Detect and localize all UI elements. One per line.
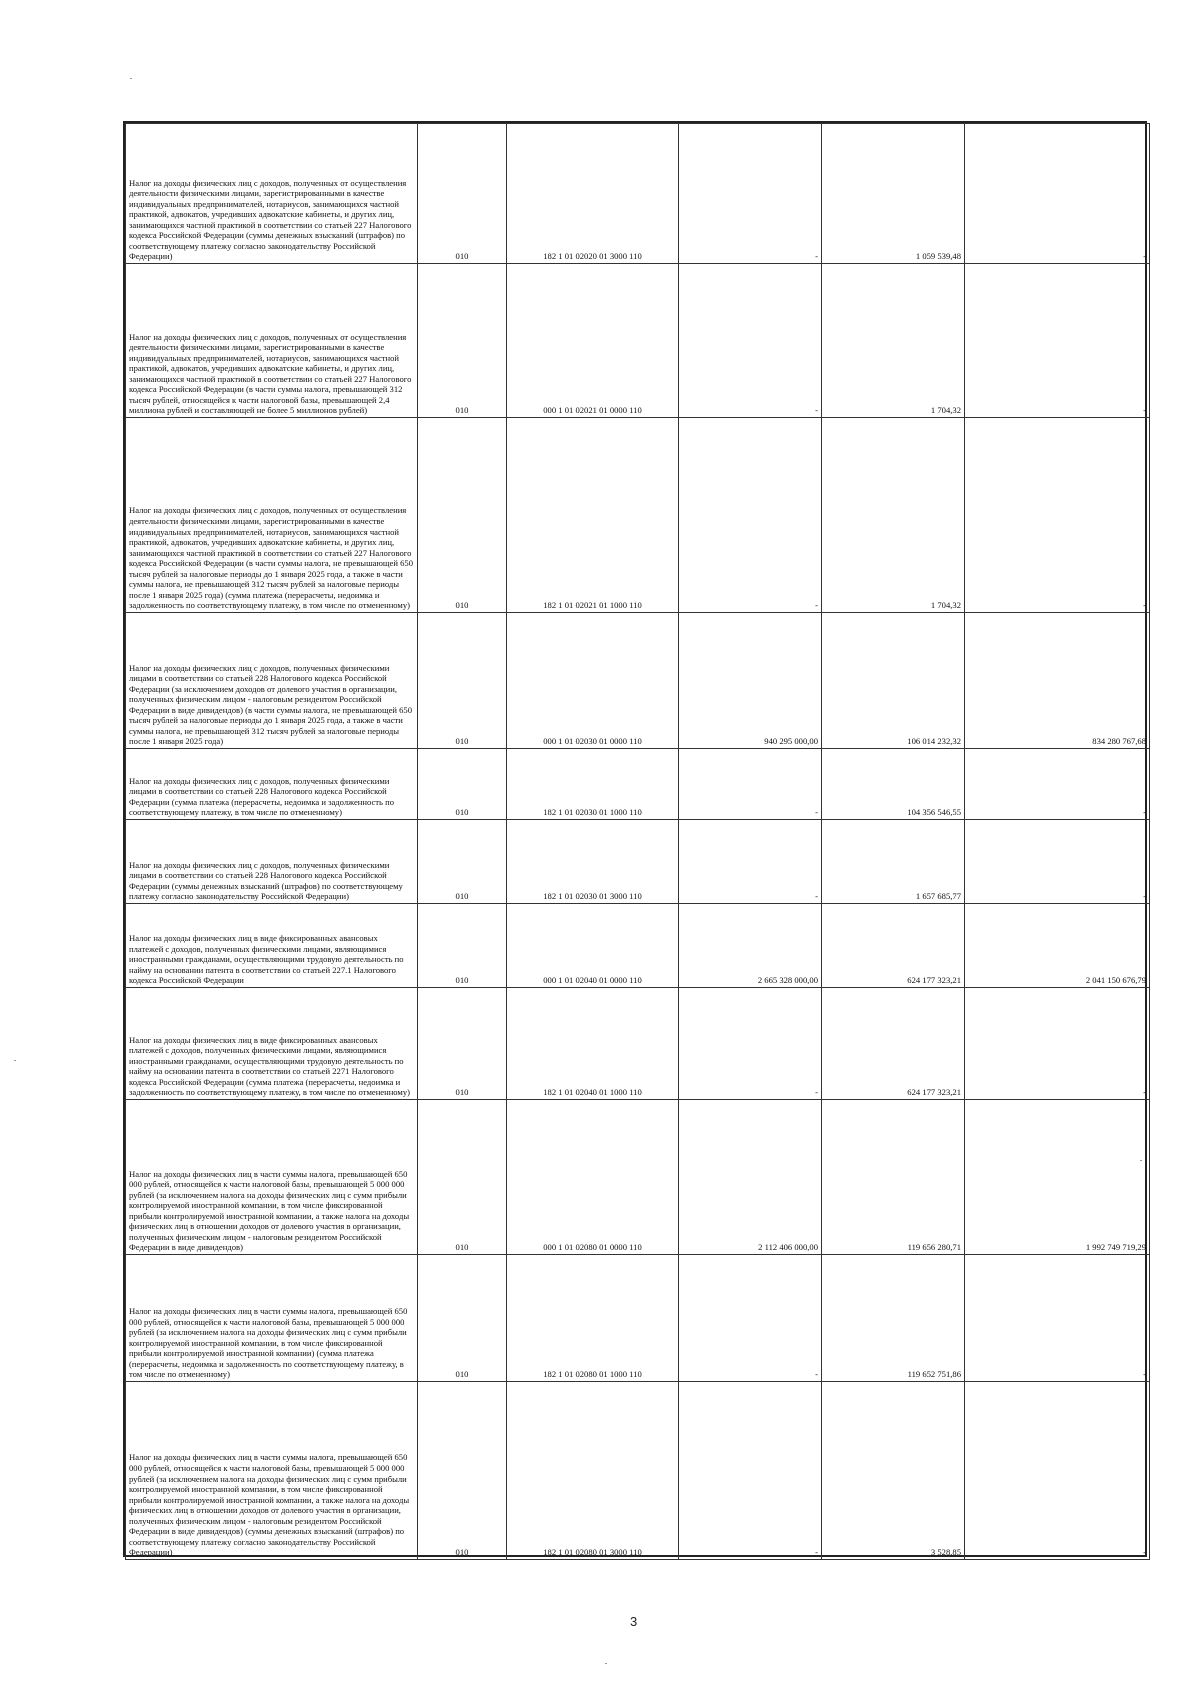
- row-unexecuted: -: [965, 1255, 1150, 1382]
- row-unexecuted: 834 280 767,68: [965, 613, 1150, 749]
- row-unexecuted: 2 041 150 676,79: [965, 904, 1150, 988]
- row-approved: -: [679, 1382, 822, 1560]
- row-executed: 1 657 685,77: [822, 820, 965, 904]
- row-approved: 2 112 406 000,00: [679, 1100, 822, 1255]
- row-line-code: 010: [418, 124, 507, 264]
- table-row: [126, 264, 1150, 418]
- row-executed: 3 528,85: [822, 1382, 965, 1560]
- row-line-code: 010: [418, 1100, 507, 1255]
- row-approved: 940 295 000,00: [679, 613, 822, 749]
- row-kbk-code: 000 1 01 02030 01 0000 110: [507, 613, 679, 749]
- row-unexecuted: -: [965, 124, 1150, 264]
- row-line-code: 010: [418, 1382, 507, 1560]
- row-approved: -: [679, 988, 822, 1100]
- row-line-code: 010: [418, 988, 507, 1100]
- row-description: Налог на доходы физических лиц в виде фиксированных авансовых платежей с доходов, полученных физическими лицами, являющимися иностранными гражданами, осуществляющими трудовую деятельность по найму на основании патента в соответствии со статьей 227.1 Налогового кодекса Российской Федерации: [126, 904, 418, 988]
- row-executed: 624 177 323,21: [822, 904, 965, 988]
- row-unexecuted: -: [965, 264, 1150, 418]
- row-unexecuted: 1 992 749 719,29: [965, 1100, 1150, 1255]
- row-unexecuted: -: [965, 820, 1150, 904]
- row-approved: -: [679, 820, 822, 904]
- row-description: Налог на доходы физических лиц в виде фиксированных авансовых платежей с доходов, полученных физическими лицами, являющимися иностранными гражданами, осуществляющими трудовую деятельность по найму на основании патента в соответствии со статьей 2271 Налогового кодекса Российской Федерации (сумма платежа (перерасчеты, недоимка и задолженность по соответствующему платежу, в том числе по отмененному): [126, 988, 418, 1100]
- row-description: Налог на доходы физических лиц с доходов, полученных от осуществления деятельности физическими лицами, зарегистрированными в качестве индивидуальных предпринимателей, нотариусов, занимающихся частной практикой, адвокатов, учредивших адвокатские кабинеты, и других лиц, занимающихся частной практикой в соответствии со статьей 227 Налогового кодекса Российской Федерации (в части суммы налога, не превышающей 650 тысяч рублей за налоговые периоды до 1 января 2025 года, а также в части суммы налога, не превышающей 312 тысяч рублей за налоговые периоды после 1 января 2025 года) (сумма платежа (перерасчеты, недоимка и задолженность по соответствующему платежу, в том числе по отмененному): [126, 418, 418, 613]
- row-line-code: 010: [418, 820, 507, 904]
- row-approved: 2 665 328 000,00: [679, 904, 822, 988]
- scan-speck: [1140, 1160, 1142, 1161]
- row-description: Налог на доходы физических лиц с доходов, полученных от осуществления деятельности физическими лицами, зарегистрированными в качестве индивидуальных предпринимателей, нотариусов, занимающихся частной практикой, адвокатов, учредивших адвокатские кабинеты, и других лиц, занимающихся частной практикой в соответствии со статьей 227 Налогового кодекса Российской Федерации (в части суммы налога, превышающей 312 тысяч рублей, относящейся к части налоговой базы, превышающей 2,4 миллиона рублей и составляющей не более 5 миллионов рублей): [126, 264, 418, 418]
- row-approved: -: [679, 418, 822, 613]
- scan-speck: [130, 78, 132, 79]
- row-approved: -: [679, 1255, 822, 1382]
- row-line-code: 010: [418, 613, 507, 749]
- table-row: [126, 1382, 1150, 1560]
- row-kbk-code: 182 1 01 02020 01 3000 110: [507, 124, 679, 264]
- row-executed: 119 652 751,86: [822, 1255, 965, 1382]
- table-row: [126, 1255, 1150, 1382]
- row-kbk-code: 000 1 01 02040 01 0000 110: [507, 904, 679, 988]
- row-approved: -: [679, 124, 822, 264]
- row-kbk-code: 182 1 01 02030 01 1000 110: [507, 749, 679, 820]
- table-row: [126, 418, 1150, 613]
- row-executed: 119 656 280,71: [822, 1100, 965, 1255]
- row-executed: 1 704,32: [822, 264, 965, 418]
- row-description: Налог на доходы физических лиц в части суммы налога, превышающей 650 000 рублей, относящейся к части налоговой базы, превышающей 5 000 000 рублей (за исключением налога на доходы физических лиц с сумм прибыли контролируемой иностранной компании, в том числе фиксированной прибыли контролируемой иностранной компании, а также налога на доходы физических лиц в отношении доходов от долевого участия в организации, полученных физическим лицом - налоговым резидентом Российской Федерации в виде дивидендов) (суммы денежных взысканий (штрафов) по соответствующему платежу согласно законодательству Российской Федерации): [126, 1382, 418, 1560]
- row-approved: -: [679, 264, 822, 418]
- row-line-code: 010: [418, 418, 507, 613]
- scan-speck: [605, 1663, 607, 1664]
- row-executed: 1 059 539,48: [822, 124, 965, 264]
- row-description: Налог на доходы физических лиц с доходов, полученных физическими лицами в соответствии со статьей 228 Налогового кодекса Российской Федерации (сумма платежа (перерасчеты, недоимка и задолженность по соответствующему платежу, в том числе по отмененному): [126, 749, 418, 820]
- row-approved: -: [679, 749, 822, 820]
- row-unexecuted: -: [965, 988, 1150, 1100]
- row-executed: 1 704,32: [822, 418, 965, 613]
- row-kbk-code: 182 1 01 02080 01 3000 110: [507, 1382, 679, 1560]
- table-row: [126, 613, 1150, 749]
- table-row: [126, 820, 1150, 904]
- row-kbk-code: 182 1 01 02021 01 1000 110: [507, 418, 679, 613]
- row-executed: 104 356 546,55: [822, 749, 965, 820]
- row-line-code: 010: [418, 1255, 507, 1382]
- revenue-table-body: [126, 124, 1150, 1560]
- row-line-code: 010: [418, 749, 507, 820]
- row-description: Налог на доходы физических лиц с доходов, полученных физическими лицами в соответствии со статьей 228 Налогового кодекса Российской Федерации (за исключением доходов от долевого участия в организации, полученных физическим лицом - налоговым резидентом Российской Федерации в виде дивидендов) (в части суммы налога, не превышающей 650 тысяч рублей за налоговые периоды до 1 января 2025 года, а также в части суммы налога, не превышающей 312 тысяч рублей за налоговые периоды после 1 января 2025 года): [126, 613, 418, 749]
- table-row: [126, 988, 1150, 1100]
- row-description: Налог на доходы физических лиц в части суммы налога, превышающей 650 000 рублей, относящейся к части налоговой базы, превышающей 5 000 000 рублей (за исключением налога на доходы физических лиц с сумм прибыли контролируемой иностранной компании, в том числе фиксированной прибыли контролируемой иностранной компании, а также налога на доходы физических лиц в отношении доходов от долевого участия в организации, полученных физическим лицом - налоговым резидентом Российской Федерации в виде дивидендов): [126, 1100, 418, 1255]
- row-line-code: 010: [418, 904, 507, 988]
- row-unexecuted: -: [965, 418, 1150, 613]
- row-description: Налог на доходы физических лиц с доходов, полученных от осуществления деятельности физическими лицами, зарегистрированными в качестве индивидуальных предпринимателей, нотариусов, занимающихся частной практикой, адвокатов, учредивших адвокатские кабинеты, и других лиц, занимающихся частной практикой в соответствии со статьей 227 Налогового кодекса Российской Федерации (суммы денежных взысканий (штрафов) по соответствующему платежу согласно законодательству Российской Федерации): [126, 124, 418, 264]
- row-kbk-code: 182 1 01 02030 01 3000 110: [507, 820, 679, 904]
- scan-speck: [14, 1060, 16, 1061]
- row-kbk-code: 182 1 01 02040 01 1000 110: [507, 988, 679, 1100]
- table-row: [126, 749, 1150, 820]
- row-unexecuted: -: [965, 1382, 1150, 1560]
- row-kbk-code: 182 1 01 02080 01 1000 110: [507, 1255, 679, 1382]
- row-kbk-code: 000 1 01 02080 01 0000 110: [507, 1100, 679, 1255]
- table-row: [126, 124, 1150, 264]
- revenue-table: [125, 123, 1150, 1560]
- row-unexecuted: -: [965, 749, 1150, 820]
- row-executed: 624 177 323,21: [822, 988, 965, 1100]
- table-row: [126, 1100, 1150, 1255]
- row-executed: 106 014 232,32: [822, 613, 965, 749]
- table-row: [126, 904, 1150, 988]
- row-description: Налог на доходы физических лиц с доходов, полученных физическими лицами в соответствии со статьей 228 Налогового кодекса Российской Федерации (суммы денежных взысканий (штрафов) по соответствующему платежу согласно законодательству Российской Федерации): [126, 820, 418, 904]
- row-line-code: 010: [418, 264, 507, 418]
- revenue-table-sheet: [123, 121, 1147, 1557]
- row-description: Налог на доходы физических лиц в части суммы налога, превышающей 650 000 рублей, относящейся к части налоговой базы, превышающей 5 000 000 рублей (за исключением налога на доходы физических лиц с сумм прибыли контролируемой иностранной компании, в том числе фиксированной прибыли контролируемой иностранной компании) (сумма платежа (перерасчеты, недоимка и задолженность по соответствующему платежу, в том числе по отмененному): [126, 1255, 418, 1382]
- page-number: 3: [630, 1614, 638, 1629]
- row-kbk-code: 000 1 01 02021 01 0000 110: [507, 264, 679, 418]
